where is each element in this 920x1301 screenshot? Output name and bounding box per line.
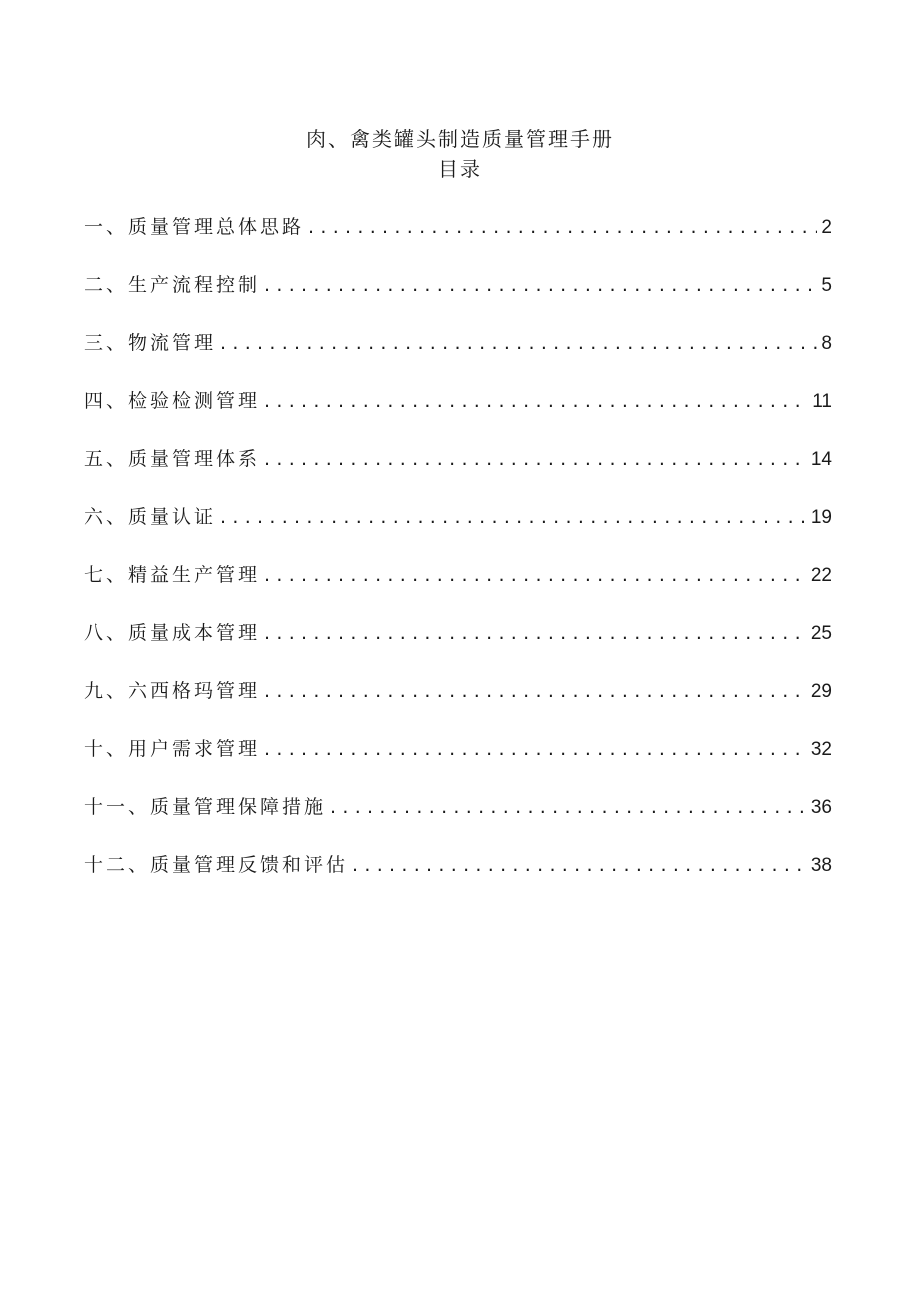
toc-entry-page: 25 [810,623,832,644]
toc-entry-page: 2 [821,217,832,238]
toc-entry-label: 一、质量管理总体思路 [84,216,305,238]
toc-dot-leader [264,386,808,416]
toc-dot-leader [220,502,807,532]
toc-entry-label: 五、质量管理体系 [84,448,261,470]
toc-entry-label: 十一、质量管理保障措施 [84,796,327,818]
toc-entry-page: 14 [810,449,832,470]
toc-entry-page: 36 [810,797,832,818]
toc-entry[interactable] [84,386,832,444]
toc-entry-page: 29 [810,681,832,702]
toc-entry-page: 38 [810,855,832,876]
toc-entry-label: 六、质量认证 [84,506,217,528]
toc-dot-leader [264,270,817,300]
toc-entry[interactable] [84,676,832,734]
toc-dot-leader [330,792,807,822]
table-of-contents [84,212,832,908]
toc-entry-page: 5 [821,275,832,296]
toc-dot-leader [352,850,807,880]
toc-entry-page: 22 [810,565,832,586]
toc-entry-label: 八、质量成本管理 [84,622,261,644]
toc-entry[interactable] [84,850,832,908]
toc-entry-page: 8 [821,333,832,354]
document-title: 肉、禽类罐头制造质量管理手册 [306,127,614,151]
toc-entry-label: 二、生产流程控制 [84,274,261,296]
toc-heading: 目录 [438,157,482,181]
toc-dot-leader [264,734,807,764]
toc-entry-page: 19 [810,507,832,528]
toc-entry[interactable] [84,212,832,270]
toc-entry[interactable] [84,328,832,386]
toc-entry-page: 32 [810,739,832,760]
toc-entry[interactable] [84,502,832,560]
toc-entry-page: 11 [812,391,832,412]
toc-entry[interactable] [84,792,832,850]
toc-entry-label: 十二、质量管理反馈和评估 [84,854,349,876]
toc-entry[interactable] [84,270,832,328]
toc-dot-leader [264,560,807,590]
toc-entry-label: 七、精益生产管理 [84,564,261,586]
toc-entry-label: 四、检验检测管理 [84,390,261,412]
toc-dot-leader [264,444,807,474]
toc-dot-leader [264,618,807,648]
toc-entry[interactable] [84,560,832,618]
toc-dot-leader [220,328,817,358]
toc-entry-label: 九、六西格玛管理 [84,680,261,702]
toc-dot-leader [264,676,807,706]
toc-dot-leader [308,212,817,242]
toc-entry[interactable] [84,618,832,676]
toc-entry-label: 三、物流管理 [84,332,217,354]
toc-entry-label: 十、用户需求管理 [84,738,261,760]
toc-entry[interactable] [84,444,832,502]
toc-entry[interactable] [84,734,832,792]
